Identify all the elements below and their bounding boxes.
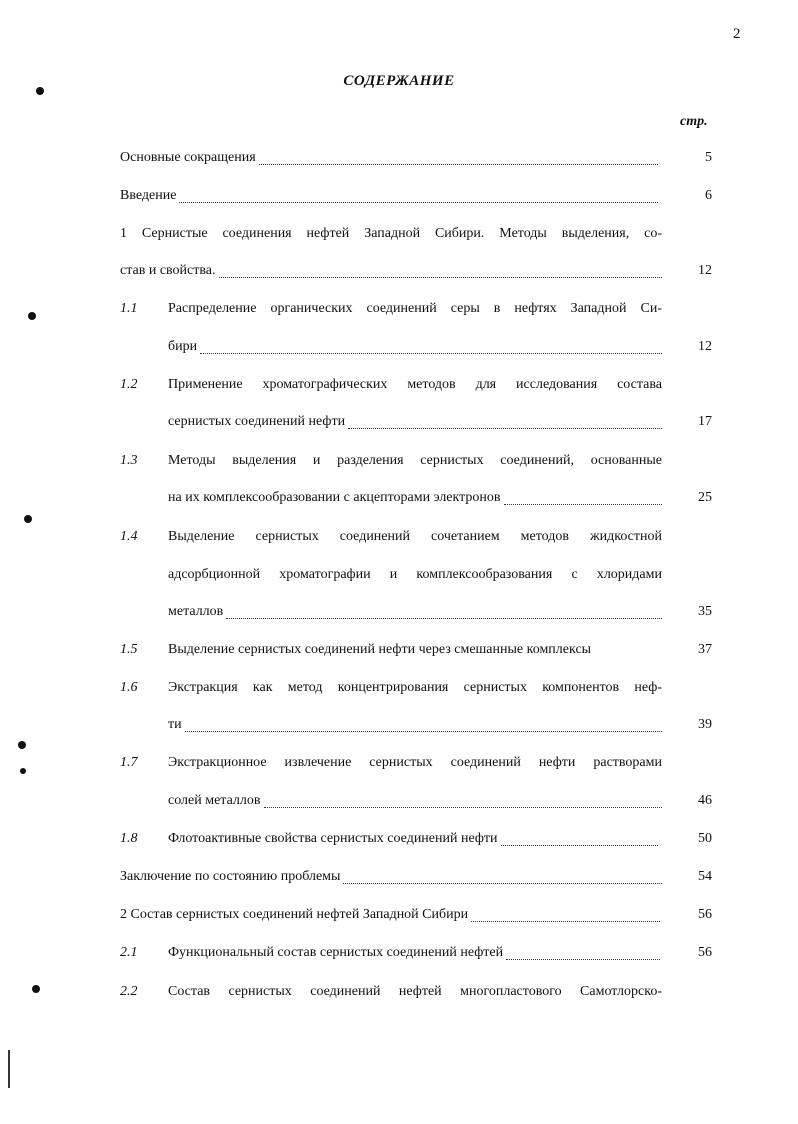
toc-entry-text: Флотоактивные свойства сернистых соединений нефти — [168, 831, 498, 846]
toc-entry-text: Распределение органических соединений серы в нефтях Западной Си- — [168, 301, 662, 316]
toc-entry-page: 5 — [705, 150, 712, 165]
toc-entry-text-cont: адсорбционной хроматографии и комплексообразования с хлоридами — [168, 567, 662, 582]
toc-entry-page: 54 — [698, 869, 712, 884]
toc-entry-text-cont: на их комплексообразовании с акцепторами электронов — [168, 490, 501, 505]
binder-hole-mark — [28, 312, 36, 320]
binder-hole-mark — [20, 768, 26, 774]
toc-entry-text-cont: ти — [168, 717, 182, 732]
toc-entry-page: 17 — [698, 414, 712, 429]
page-column-label: стр. — [680, 114, 708, 129]
toc-entry-text: Выделение сернистых соединений нефти через смешанные комплексы — [168, 642, 592, 657]
toc-entry-page: 35 — [698, 604, 712, 619]
binder-hole-mark — [32, 985, 40, 993]
toc-entry-text: Основные сокращения — [120, 150, 256, 165]
toc-entry-page: 50 — [698, 831, 712, 846]
toc-entry-page: 12 — [698, 339, 712, 354]
section-number: 1.2 — [120, 377, 138, 392]
section-number: 1.5 — [120, 642, 138, 657]
section-number: 1.8 — [120, 831, 138, 846]
toc-entry-text: 2 Состав сернистых соединений нефтей Западной Сибири — [120, 907, 469, 922]
section-number: 1.4 — [120, 529, 138, 544]
section-number: 2.2 — [120, 984, 138, 999]
toc-entry-text: Методы выделения и разделения сернистых соединений, основанные — [168, 453, 662, 468]
section-number: 1.7 — [120, 755, 138, 770]
section-number: 1.3 — [120, 453, 138, 468]
section-number: 2.1 — [120, 945, 138, 960]
toc-entry-text: 1 Сернистые соединения нефтей Западной Сибири. Методы выделения, со- — [120, 226, 662, 241]
toc-entry-text: Экстракционное извлечение сернистых соединений нефти растворами — [168, 755, 662, 770]
toc-entry-text-cont: солей металлов — [168, 793, 261, 808]
toc-entry-text: Экстракция как метод концентрирования сернистых компонентов неф- — [168, 680, 662, 695]
binder-hole-mark — [24, 515, 32, 523]
toc-entry-page: 6 — [705, 188, 712, 203]
toc-entry-text-cont: металлов — [168, 604, 224, 619]
toc-entry-text: Применение хроматографических методов для исследования состава — [168, 377, 662, 392]
section-number: 1.6 — [120, 680, 138, 695]
toc-entry-page: 12 — [698, 263, 712, 278]
toc-entry-page: 39 — [698, 717, 712, 732]
toc-entry-text-cont: став и свойства. — [120, 263, 216, 278]
toc-entry-text: Состав сернистых соединений нефтей многопластового Самотлорско- — [168, 984, 662, 999]
toc-entry-page: 46 — [698, 793, 712, 808]
document-title: СОДЕРЖАНИЕ — [343, 73, 455, 89]
toc-entry-text: Заключение по состоянию проблемы — [120, 869, 341, 884]
page-number: 2 — [733, 26, 741, 42]
toc-entry-page: 56 — [698, 907, 712, 922]
toc-entry-text: Введение — [120, 188, 177, 203]
section-number: 1.1 — [120, 301, 138, 316]
toc-entry-text: Функциональный состав сернистых соединений нефтей — [168, 945, 504, 960]
toc-entry-text: Выделение сернистых соединений сочетанием методов жидкостной — [168, 529, 662, 544]
toc-entry-page: 25 — [698, 490, 712, 505]
toc-entry-page: 56 — [698, 945, 712, 960]
toc-entry-text-cont: сернистых соединений нефти — [168, 414, 346, 429]
scan-edge-mark — [8, 1050, 10, 1088]
binder-hole-mark — [18, 741, 26, 749]
binder-hole-mark — [36, 87, 44, 95]
toc-entry-page: 37 — [698, 642, 712, 657]
toc-entry-text-cont: бири — [168, 339, 198, 354]
